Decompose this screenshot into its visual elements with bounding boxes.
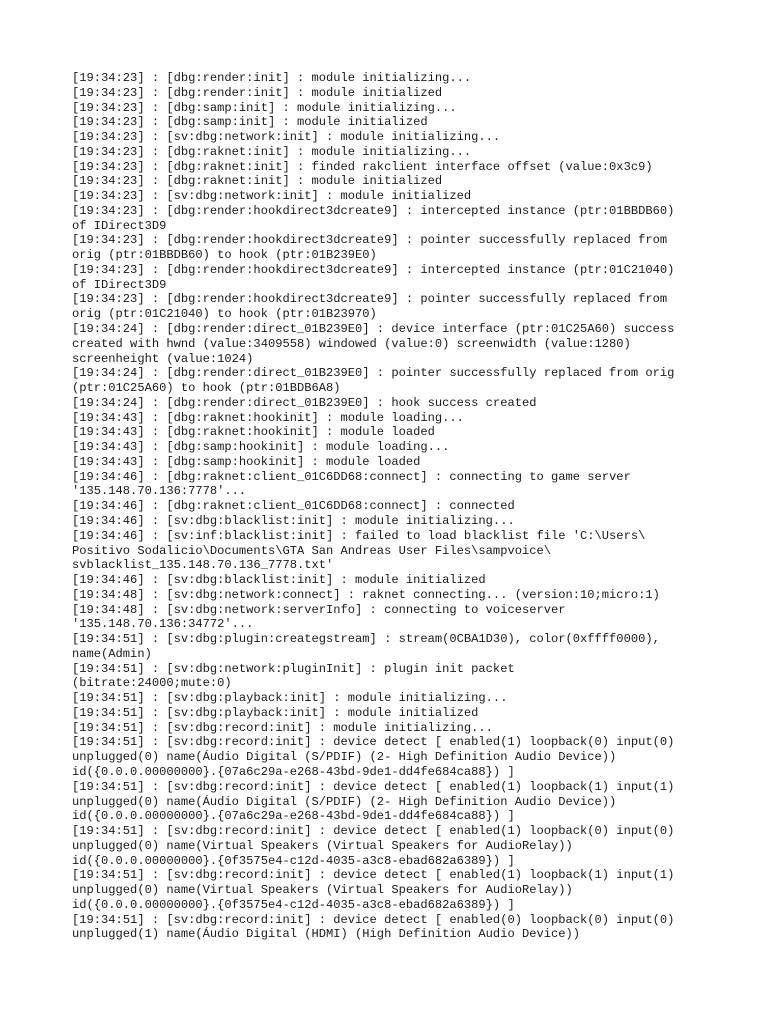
log-line: [19:34:23] : [dbg:render:hookdirect3dcreate9] : pointer successfully replaced from xyxy=(72,233,668,248)
log-line: [19:34:23] : [sv:dbg:network:init] : module initializing... xyxy=(72,130,501,145)
log-line: [19:34:43] : [dbg:samp:hookinit] : module loaded xyxy=(72,454,421,469)
log-line: [19:34:51] : [sv:dbg:plugin:creategstream] : stream(0CBA1D30), color(0xffff0000), xyxy=(72,632,660,647)
log-line: orig (ptr:01C21040) to hook (ptr:01B23970) xyxy=(72,307,377,322)
log-line: id({0.0.0.00000000}.{07a6c29a-e268-43bd-9de1-dd4fe684ca88}) ] xyxy=(72,764,515,779)
log-line: id({0.0.0.00000000}.{0f3575e4-c12d-4035-a3c8-ebad682a6389}) ] xyxy=(72,897,515,912)
log-line: of IDirect3D9 xyxy=(72,218,167,233)
log-line: [19:34:51] : [sv:dbg:network:pluginInit] : plugin init packet xyxy=(72,661,515,676)
log-line: unplugged(0) name(Áudio Digital (S/PDIF) (2- High Definition Audio Device)) xyxy=(72,794,617,809)
log-line: [19:34:23] : [dbg:samp:init] : module initialized xyxy=(72,115,428,130)
log-line: [19:34:43] : [dbg:raknet:hookinit] : module loading... xyxy=(72,410,464,425)
log-line: [19:34:51] : [sv:dbg:playback:init] : module initialized xyxy=(72,705,479,720)
log-line: of IDirect3D9 xyxy=(72,277,167,292)
log-line: svblacklist_135.148.70.136_7778.txt' xyxy=(72,558,334,573)
log-line: Positivo Sodalicio\Documents\GTA San Andreas User Files\sampvoice\ xyxy=(72,543,551,558)
log-line: unplugged(0) name(Virtual Speakers (Virtual Speakers for AudioRelay)) xyxy=(72,838,573,853)
log-line: [19:34:23] : [dbg:raknet:init] : module initialized xyxy=(72,174,443,189)
log-line: [19:34:46] : [sv:dbg:blacklist:init] : module initialized xyxy=(72,573,486,588)
log-line: [19:34:24] : [dbg:render:direct_01B239E0] : device interface (ptr:01C25A60) success xyxy=(72,322,675,337)
log-line: [19:34:23] : [dbg:samp:init] : module initializing... xyxy=(72,100,457,115)
log-line: [19:34:24] : [dbg:render:direct_01B239E0] : hook success created xyxy=(72,395,537,410)
log-line: [19:34:46] : [sv:inf:blacklist:init] : failed to load blacklist file 'C:\Users\ xyxy=(72,528,646,543)
log-line: unplugged(0) name(Virtual Speakers (Virtual Speakers for AudioRelay)) xyxy=(72,883,573,898)
log-line: [19:34:51] : [sv:dbg:record:init] : device detect [ enabled(0) loopback(0) input(0) xyxy=(72,912,675,927)
log-line: [19:34:51] : [sv:dbg:record:init] : device detect [ enabled(1) loopback(1) input(1) xyxy=(72,868,675,883)
log-line: [19:34:51] : [sv:dbg:record:init] : device detect [ enabled(1) loopback(0) input(0) xyxy=(72,824,675,839)
log-line: [19:34:48] : [sv:dbg:network:connect] : raknet connecting... (version:10;micro:1) xyxy=(72,587,660,602)
log-line: id({0.0.0.00000000}.{0f3575e4-c12d-4035-a3c8-ebad682a6389}) ] xyxy=(72,853,515,868)
log-line: [19:34:23] : [dbg:render:init] : module initialized xyxy=(72,85,443,100)
log-line: [19:34:51] : [sv:dbg:record:init] : module initializing... xyxy=(72,720,493,735)
log-line: [19:34:23] : [dbg:render:hookdirect3dcreate9] : intercepted instance (ptr:01BBDB60) xyxy=(72,203,675,218)
log-line: (bitrate:24000;mute:0) xyxy=(72,676,232,691)
log-line: [19:34:51] : [sv:dbg:playback:init] : module initializing... xyxy=(72,691,508,706)
log-line: '135.148.70.136:7778'... xyxy=(72,484,247,499)
log-line: [19:34:46] : [dbg:raknet:client_01C6DD68:connect] : connected xyxy=(72,499,515,514)
log-line: [19:34:46] : [dbg:raknet:client_01C6DD68:connect] : connecting to game server xyxy=(72,469,631,484)
log-line: id({0.0.0.00000000}.{07a6c29a-e268-43bd-9de1-dd4fe684ca88}) ] xyxy=(72,809,515,824)
log-line: [19:34:23] : [sv:dbg:network:init] : module initialized xyxy=(72,189,472,204)
log-line: [19:34:23] : [dbg:render:hookdirect3dcreate9] : intercepted instance (ptr:01C21040) xyxy=(72,262,675,277)
log-line: name(Admin) xyxy=(72,646,152,661)
log-line: unplugged(1) name(Áudio Digital (HDMI) (High Definition Audio Device)) xyxy=(72,927,581,942)
log-line: [19:34:23] : [dbg:render:hookdirect3dcreate9] : pointer successfully replaced from xyxy=(72,292,668,307)
log-line: '135.148.70.136:34772'... xyxy=(72,617,254,632)
log-line: [19:34:51] : [sv:dbg:record:init] : device detect [ enabled(1) loopback(0) input(0) xyxy=(72,735,675,750)
log-line: [19:34:23] : [dbg:raknet:init] : module initializing... xyxy=(72,144,472,159)
log-line: [19:34:24] : [dbg:render:direct_01B239E0] : pointer successfully replaced from orig xyxy=(72,366,675,381)
log-line: screenheight (value:1024) xyxy=(72,351,254,366)
log-line: [19:34:23] : [dbg:raknet:init] : finded rakclient interface offset (value:0x3c9) xyxy=(72,159,653,174)
log-line: [19:34:23] : [dbg:render:init] : module initializing... xyxy=(72,71,472,85)
log-line: [19:34:43] : [dbg:samp:hookinit] : module loading... xyxy=(72,440,450,455)
log-line: orig (ptr:01BBDB60) to hook (ptr:01B239E0) xyxy=(72,248,377,263)
log-text-block xyxy=(72,71,712,942)
log-line: [19:34:51] : [sv:dbg:record:init] : device detect [ enabled(1) loopback(1) input(1) xyxy=(72,779,675,794)
log-line: unplugged(0) name(Áudio Digital (S/PDIF) (2- High Definition Audio Device)) xyxy=(72,750,617,765)
log-line: (ptr:01C25A60) to hook (ptr:01BDB6A8) xyxy=(72,381,341,396)
log-line: [19:34:46] : [sv:dbg:blacklist:init] : module initializing... xyxy=(72,513,515,528)
log-line: [19:34:48] : [sv:dbg:network:serverInfo] : connecting to voiceserver xyxy=(72,602,566,617)
log-line: [19:34:43] : [dbg:raknet:hookinit] : module loaded xyxy=(72,425,435,440)
log-line: created with hwnd (value:3409558) windowed (value:0) screenwidth (value:1280) xyxy=(72,336,631,351)
